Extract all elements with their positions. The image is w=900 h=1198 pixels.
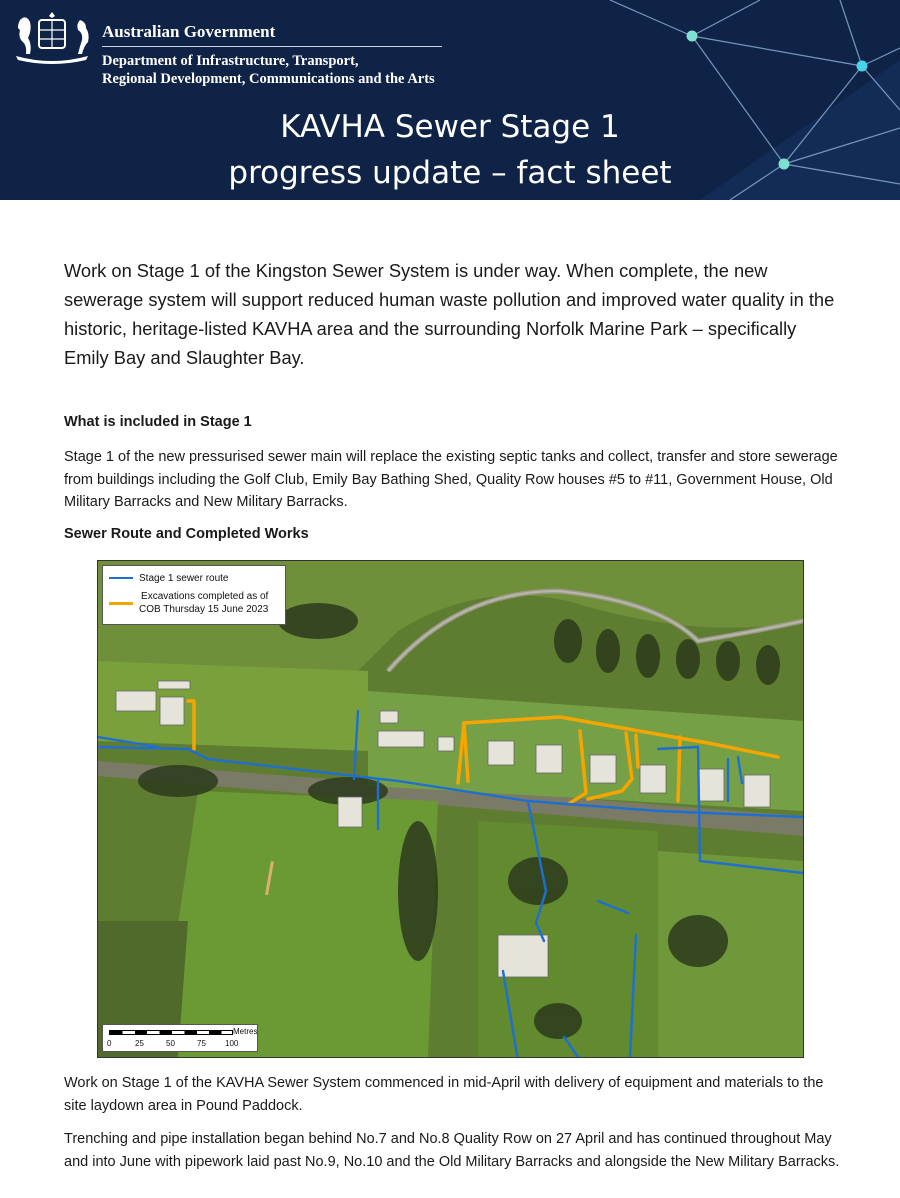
network-node-icon [857,61,868,72]
legend-route-swatch [109,577,133,579]
scale-unit-label: Metres [233,1027,258,1036]
department-line-1: Department of Infrastructure, Transport, [102,53,359,69]
progress-paragraph-2: Trenching and pipe installation began behind No.7 and No.8 Quality Row on 27 April and has continued throughout May and into June with pipework laid past No.9, No.10 and the Old Military Barracks and alongside the New Military Barracks. [64,1131,840,1170]
department-name [102,52,462,88]
coat-of-arms-logo [8,8,96,72]
page-title [0,104,900,196]
map-legend [102,565,286,625]
intro-paragraph: Work on Stage 1 of the Kingston Sewer System is under way. When complete, the new sewerage system will support reduced human waste pollution and improved water quality in the historic, heritage-listed KAVHA area and the surrounding Norfolk Marine Park – specifically Emily Bay and Slaughter Bay. [64,260,835,368]
aerial-photo [98,561,803,1057]
government-name: Australian Government [102,22,276,41]
title-line-2: progress update – fact sheet [228,155,672,191]
legend-excavation-row [109,590,268,616]
scale-bar-graphic [109,1030,233,1035]
scale-bar [102,1024,258,1052]
scale-tick-label: 50 [166,1039,175,1048]
legend-excavation-swatch [109,602,133,605]
legend-route-row [109,572,229,584]
legend-excavation-line-1: Excavations completed as of [141,591,269,602]
legend-route-label: Stage 1 sewer route [139,572,229,584]
department-line-2: Regional Development, Communications and the Arts [102,71,435,87]
included-paragraph: Stage 1 of the new pressurised sewer main will replace the existing septic tanks and collect, transfer and store sewerage from buildings including the Golf Club, Emily Bay Bathing Shed, Quality Row houses #5 to #11, Government House, Old Military Barracks and New Military Barracks. [64,449,838,510]
progress-paragraph-1: Work on Stage 1 of the KAVHA Sewer System commenced in mid-April with delivery of equipment and materials to the site laydown area in Pound Paddock. [64,1075,824,1114]
sewer-route-map [97,560,804,1058]
header-divider [102,46,442,47]
title-line-1: KAVHA Sewer Stage 1 [280,109,620,145]
scale-tick-label: 100 [225,1039,239,1048]
legend-excavation-label [139,590,268,616]
included-heading: What is included in Stage 1 [64,414,252,430]
route-heading: Sewer Route and Completed Works [64,526,309,542]
network-node-icon [687,31,698,42]
scale-tick-label: 0 [107,1039,112,1048]
scale-tick-label: 25 [135,1039,144,1048]
scale-tick-label: 75 [197,1039,206,1048]
legend-excavation-line-2: COB Thursday 15 June 2023 [139,604,269,615]
header-banner [0,0,900,200]
